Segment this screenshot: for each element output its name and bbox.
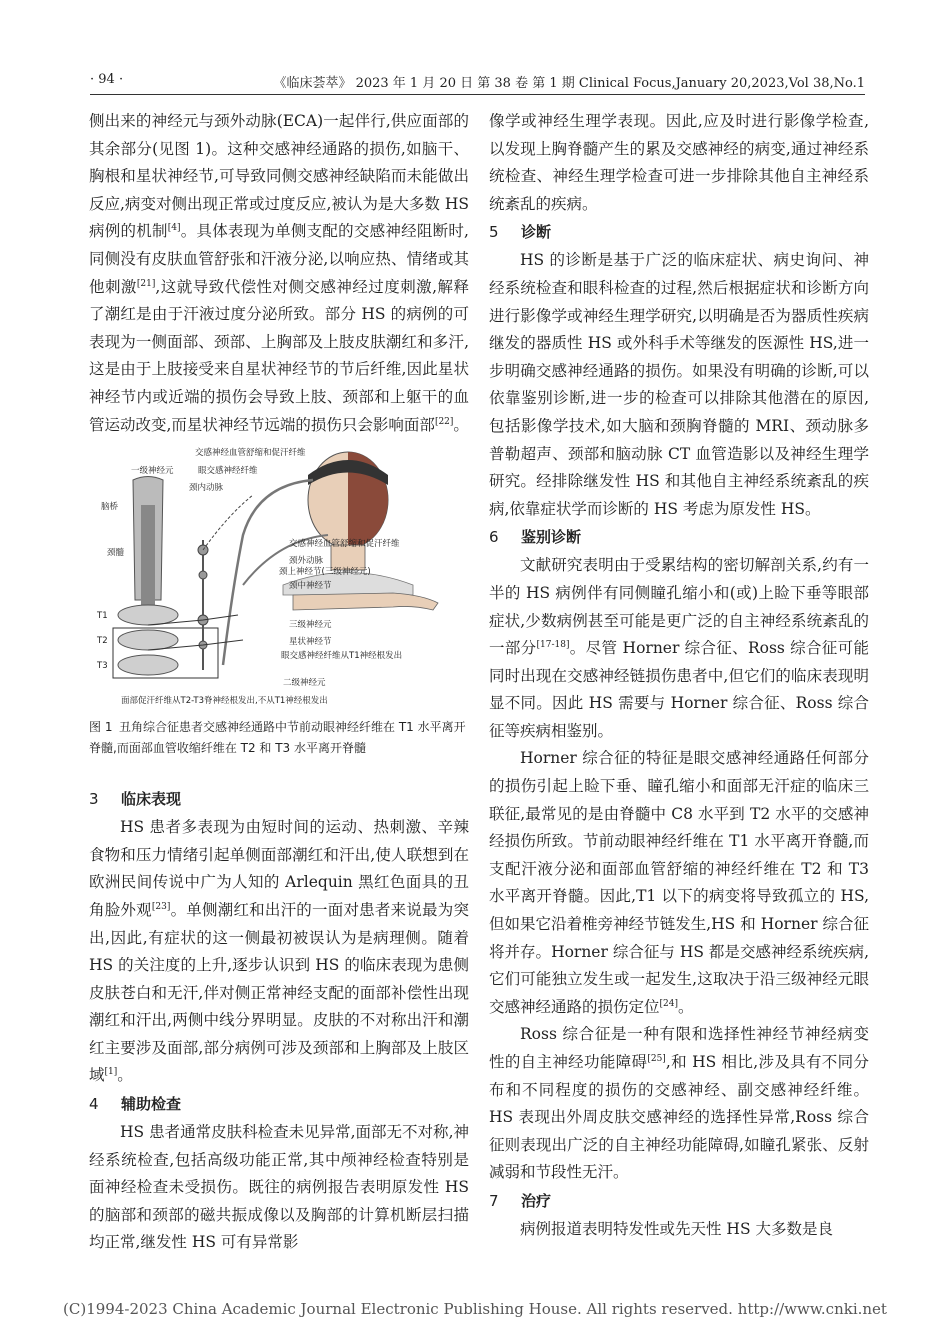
label-9: 颈上神经节(三级神经元): [279, 567, 371, 578]
section-heading: 6 鉴别诊断: [489, 528, 582, 547]
paragraph: HS 的诊断是基于广泛的临床症状、病史询问、神经系统检查和眼科检查的过程,然后根据症状和诊断方向进行影像学或神经生理学研究,以明确是否为器质性疾病继发的器质性 HS 或外科手术等继发的医源性 HS,进一步明确交感神经通路的损伤。如果没有明确的诊断,可以依靠鉴别诊断,进一步的检查可以排除其他潜在的原因,包括影像学技术,如大脑和颈胸脊髓的 MRI、颈动脉多普勒超声、颈部和脑动脉 CT 血管造影以及神经生理学研究。经排除继发性 HS 和其他自主神经系统紊乱的疾病,依靠症状学而诊断的 HS 考虑为原发性 HS。: [489, 251, 869, 518]
section-heading: 7 治疗: [489, 1191, 552, 1210]
label-8: 颈外动脉: [289, 556, 324, 567]
paragraph: HS 患者多表现为由短时间的运动、热刺激、辛辣食物和压力情绪引起单侧面部潮红和汗出,使人联想到在欧洲民间传说中广为人知的 Arlequin 黑红色面具的丑角脸外观[23]。单侧潮红和出汗的一面对患者来说最为突出,因此,有症状的这一侧最初被误认为是病理侧。随着 HS 的关注度的上升,逐步认识到 HS 的临床表现为患侧皮肤苍白和无汗,伴对侧正常神经支配的面部补偿性出现潮红和汗出,两侧中线分界明显。皮肤的不对称出汗和潮红主要涉及面部,部分病例可涉及颈部和上胸部及上肢区域[1]。: [89, 818, 469, 1085]
label-7: 交感神经血管舒缩和促汗纤维: [289, 539, 400, 550]
sympathetic-pathway-diagram: [93, 445, 463, 713]
paragraph: 像学或神经生理学表现。因此,应及时进行影像学检查,以发现上胸脊髓产生的累及交感神经的病变,通过神经系统检查、神经生理学检查可进一步排除其他自主神经系统紊乱的疾病。: [489, 112, 869, 213]
section-heading: 4 辅助检查: [89, 1095, 182, 1114]
paragraph: 文献研究表明由于受累结构的密切解剖关系,约有一半的 HS 病例伴有同侧瞳孔缩小和(或)上睑下垂等眼部症状,少数病例甚至可能是更广泛的自主神经系统紊乱的一部分[17-18]。尽管 Horner 综合征、Ross 综合征可能同时出现在交感神经链损伤患者中,但它们的临床表现明显不同。因此 HS 需要与 Horner 综合征、Ross 综合征等疾病相鉴别。: [489, 556, 869, 740]
label-t1: T1: [97, 611, 108, 622]
copyright-footer: (C)1994-2023 China Academic Journal Electronic Publishing House. All rights reserved. http://www.cnki.net: [63, 1300, 887, 1318]
label-12: 星状神经节: [289, 637, 332, 648]
label-3: 眼交感神经纤维: [198, 466, 258, 477]
label-13: 眼交感神经纤维从T1神经根发出: [281, 651, 403, 662]
label-6: 颈髓: [107, 548, 125, 559]
page-number: · 94 ·: [90, 72, 124, 87]
label-2: 一级神经元: [131, 466, 174, 477]
label-1: 交感神经血管舒缩和促汗纤维: [195, 448, 306, 459]
header-rule: [90, 94, 865, 95]
label-14: 二级神经元: [283, 678, 326, 689]
paragraph: 病例报道表明特发性或先天性 HS 大多数是良: [520, 1219, 833, 1238]
paragraph: HS 患者通常皮肤科检查未见异常,面部无不对称,神经系统检查,包括高级功能正常,其中颅神经检查特别是面神经检查未受损伤。既往的病例报告表明原发性 HS 的脑部和颈部的磁共振成像以及胸部的计算机断层扫描均正常,继发性 HS 可有异常影: [89, 1123, 469, 1252]
label-t3: T3: [97, 661, 108, 672]
right-column: [489, 108, 869, 1244]
label-11: 三级神经元: [289, 620, 332, 631]
figure-1: [93, 445, 463, 713]
paragraph: Ross 综合征是一种有限和选择性神经节神经病变性的自主神经功能障碍[25],和 HS 相比,涉及具有不同分布和不同程度的损伤的交感神经、副交感神经纤维。HS 表现出外周皮肤交感神经的选择性异常,Ross 综合征则表现出广泛的自主神经功能障碍,如瞳孔紧张、反射减弱和节段性无汗。: [489, 1025, 869, 1182]
label-5: 脑桥: [101, 502, 119, 513]
page-header: [90, 70, 865, 92]
figure-caption: 图 1 丑角综合征患者交感神经通路中节前动眼神经纤维在 T1 水平离开脊髓,而面部血管收缩纤维在 T2 和 T3 水平离开脊髓: [89, 720, 466, 756]
left-column: [89, 108, 469, 1257]
label-4: 颈内动脉: [189, 483, 224, 494]
label-15: 面部促汗纤维从T2-T3脊神经根发出,不从T1神经根发出: [121, 696, 328, 707]
journal-info: 《临床荟萃》 2023 年 1 月 20 日 第 38 卷 第 1 期 Clinical Focus,January 20,2023,Vol 38,No.1: [273, 76, 865, 91]
paragraph: Horner 综合征的特征是眼交感神经通路任何部分的损伤引起上睑下垂、瞳孔缩小和面部无汗症的临床三联征,最常见的是由脊髓中 C8 水平到 T2 水平的交感神经损伤所致。节前动眼神经纤维在 T1 水平离开脊髓,而支配汗液分泌和面部血管舒缩的神经纤维在 T2 和 T3 水平离开脊髓。因此,T1 以下的病变将导致孤立的 HS,但如果它沿着椎旁神经节链发生,HS 和 Horner 综合征将并存。Horner 综合征与 HS 都是交感神经系统疾病,它们可能独立发生或一起发生,这取决于沿三级神经元眼交感神经通路的损伤定位[24]。: [489, 749, 869, 1016]
label-t2: T2: [97, 636, 108, 647]
section-heading: 5 诊断: [489, 223, 552, 242]
paragraph: 侧出来的神经元与颈外动脉(ECA)一起伴行,供应面部的其余部分(见图 1)。这种交感神经通路的损伤,如脑干、胸根和星状神经节,可导致同侧交感神经缺陷而未能做出反应,病变对侧出现正常或过度反应,被认为是大多数 HS 病例的机制[4]。具体表现为单侧支配的交感神经阻断时,同侧没有皮肤血管舒张和汗液分泌,以响应热、情绪或其他刺激[21],这就导致代偿性对侧交感神经过度刺激,解释了潮红是由于汗液过度分泌所致。部分 HS 的病例的可表现为一侧面部、颈部、上胸部及上肢皮肤潮红和多汗,这是由于上肢接受来自星状神经节的节后纤维,因此星状神经节内或近端的损伤会导致上肢、颈部和上躯干的血管运动改变,而星状神经节远端的损伤只会影响面部[22]。: [89, 112, 469, 434]
section-heading: 3 临床表现: [89, 790, 182, 809]
label-10: 颈中神经节: [289, 581, 332, 592]
